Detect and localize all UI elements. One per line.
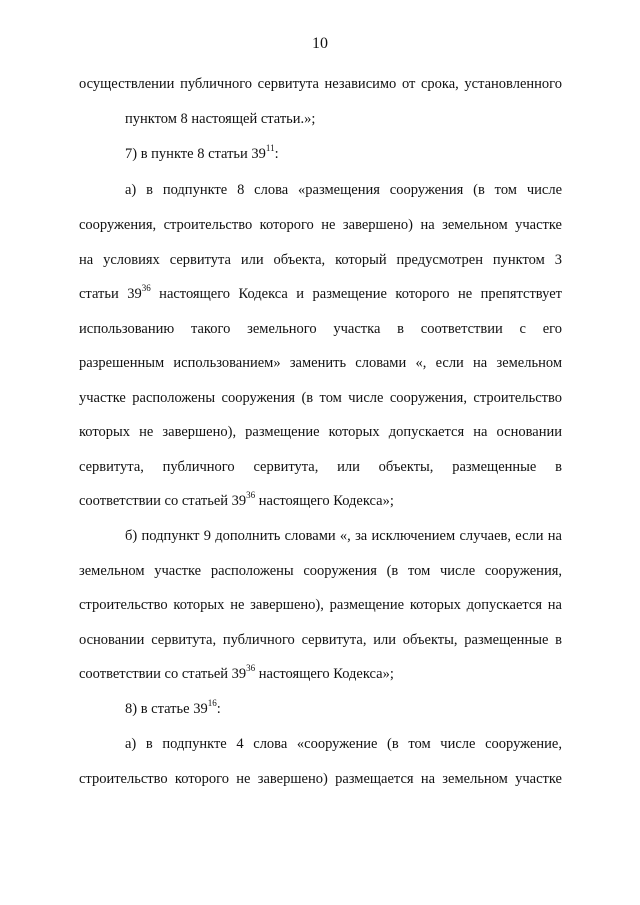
text-line: сервитута, публичного сервитута, или объекты, размещенные в bbox=[79, 459, 562, 475]
text-line: пунктом 8 настоящей статьи.»; bbox=[125, 111, 316, 127]
text-line: б) подпункт 9 дополнить словами «, за исключением случаев, если на bbox=[125, 528, 562, 544]
text-line: земельном участке расположены сооружения (в том числе сооружения, bbox=[79, 563, 562, 579]
text-line: которых не завершено), размещение которых допускается на основании bbox=[79, 424, 562, 440]
text-line: участке расположены сооружения (в том числе сооружения, строительство bbox=[79, 390, 562, 406]
text-line: 7) в пункте 8 статьи $39^{11}$: bbox=[125, 143, 279, 162]
page-number: 10 bbox=[312, 35, 328, 52]
text-line: а) в подпункте 8 слова «размещения сооружения (в том числе bbox=[125, 182, 562, 198]
text-line: на условиях сервитута или объекта, который предусмотрен пунктом 3 bbox=[79, 252, 562, 268]
text-line: соответствии со статьей $39^{36}$ настоящего Кодекса»; bbox=[79, 663, 394, 682]
text-line: а) в подпункте 4 слова «сооружение (в том числе сооружение, bbox=[125, 736, 562, 752]
text-line: использованию такого земельного участка в соответствии с его bbox=[79, 321, 562, 337]
text-line: статьи $39^{36}$ настоящего Кодекса и размещение которого не препятствует bbox=[79, 283, 562, 302]
text-line: осуществлении публичного сервитута независимо от срока, установленного bbox=[79, 76, 562, 92]
text-line: разрешенным использованием» заменить словами «, если на земельном bbox=[79, 355, 562, 371]
text-line: строительство которого не завершено) размещается на земельном участке bbox=[79, 771, 562, 787]
text-line: основании сервитута, публичного сервитута, или объекты, размещенные в bbox=[79, 632, 562, 648]
text-line: строительство которых не завершено), размещение которых допускается на bbox=[79, 597, 562, 613]
text-line: сооружения, строительство которого не завершено) на земельном участке bbox=[79, 217, 562, 233]
text-line: соответствии со статьей $39^{36}$ настоящего Кодекса»; bbox=[79, 490, 394, 509]
text-line: 8) в статье $39^{16}$: bbox=[125, 698, 221, 717]
